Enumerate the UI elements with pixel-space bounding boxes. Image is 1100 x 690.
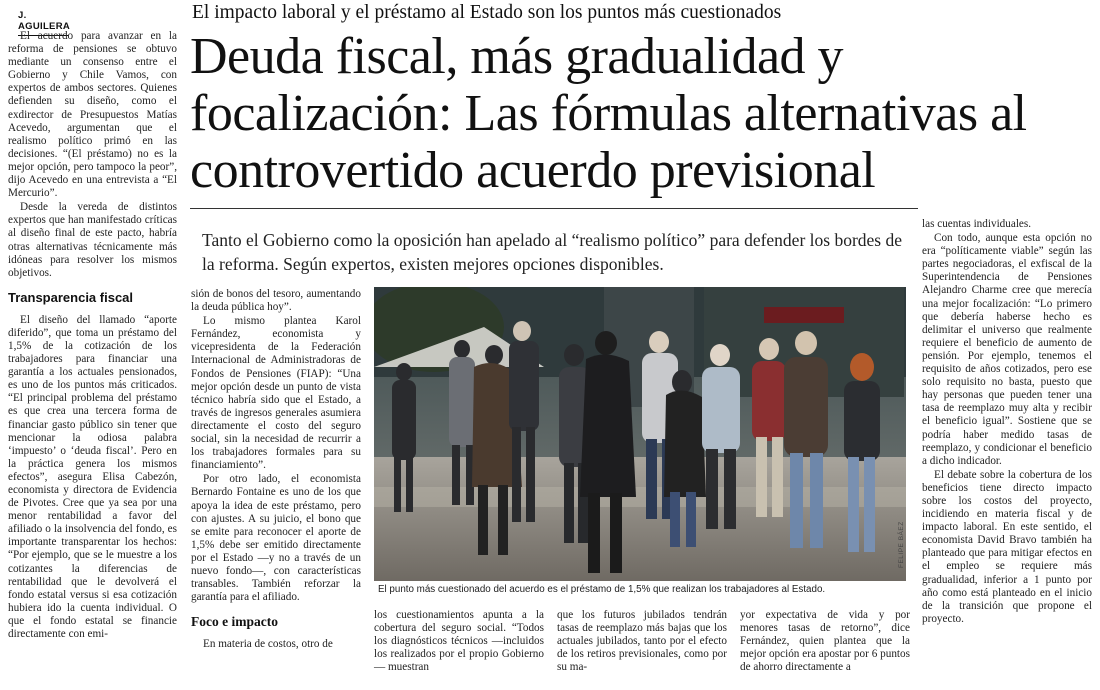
- section-heading-foco: Foco e impacto: [191, 614, 278, 630]
- headline: Deuda fiscal, más gradualidad y focalización: Las fórmulas alternativas al controvertido acuerdo previsional: [190, 28, 1027, 199]
- bottom-column-2: que los futuros jubilados tendrán tasas de reemplazo más bajas que los actuales jubilados, tanto por el efecto de los retiros previsionales, como por su ma-: [557, 609, 727, 674]
- byline: J. AGUILERA: [18, 10, 68, 36]
- subhead: Tanto el Gobierno como la oposición han apelado al “realismo político” para defender los bordes de la reforma. Según expertos, existen mejores opciones disponibles.: [202, 230, 902, 274]
- column-1: [8, 30, 177, 642]
- paragraph: Lo mismo plantea Karol Fernández, economista y vicepresidenta de la Federación Internacional de Administradoras de Fondos de Pensiones (FIAP): “Una mejor opción desde un punto de vista técnico habría sido que el Estado, a través de ingresos generales asumiera directamente el costo del seguro social, sin la necesidad de recurrir a los trabajadores formales para su financiamiento”.: [191, 315, 361, 472]
- paragraph: Por otro lado, el economista Bernardo Fontaine es uno de los que apoya la idea de este préstamo, pero con ajustes. A su juicio, el bono que se emite para reconocer el aporte de 1,5% debe ser emitido directamente por el Estado —y no a través de un nuevo fondo—, con características transables. También reforzar la garantía para el afiliado.: [191, 473, 361, 604]
- paragraph: Desde la vereda de distintos expertos que han manifestado críticas al diseño final de este pacto, habría otras alternativas técnicamente más idóneas para resolver los mismos objetivos.: [8, 201, 177, 279]
- paragraph: sión de bonos del tesoro, aumentando la deuda pública hoy”.: [191, 288, 361, 314]
- paragraph: El acuerdo para avanzar en la reforma de pensiones se obtuvo mediante un consenso entre el Gobierno y Chile Vamos, con expertos de ambos sectores. Quienes defienden su diseño, como el exdirector de Presupuestos Matías Acevedo, argumentan que el realismo político primó en las decisiones. “(El préstamo) no es la mejor opción, pero tampoco la peor”, dijo Acevedo en una entrevista a “El Mercurio”.: [8, 30, 177, 200]
- photo-credit: FELIPE BÁEZ: [898, 521, 905, 568]
- bottom-column-1: los cuestionamientos apunta a la cobertura del seguro social. “Todos los diagnósticos técnicos —incluidos los realizados por el propio Gobierno— muestran: [374, 609, 544, 674]
- paragraph: Con todo, aunque esta opción no era “políticamente viable” según las partes negociadoras, el exfiscal de la Superintendencia de Pensiones Alejandro Charme cree que merecía una mejor focalización: “Lo primero que debería haberse hecho es delimitar el universo que realmente requiere el beneficio de aumento de pensión. Por ejemplo, tenemos el requisito de años cotizados, pero ese solo requisito no basta, puesto que hay personas que pueden tener una tasa de reemplazo muy alta y recibir el beneficio igual”. Sostiene que se podría haber medido tasas de reemplazo, y condicionar el beneficio a dicho indicador.: [922, 232, 1092, 467]
- paragraph: El diseño del llamado “aporte diferido”, que toma un préstamo del 1,5% de la cotización de los trabajadores para financiar una garantía a los actuales pensionados, es uno de los puntos más criticados. “El principal problema del préstamo es que crea una tercera forma de financiar gasto público sin tener que mencionar la odiosa palabra ‘impuesto’ o ‘deuda fiscal’. Pero en la práctica genera los mismos efectos”, asegura Elisa Cabezón, economista y directora de Evidencia de Pivotes. Cree que ya sea por una menor rentabilidad a favor del afiliado o la insolvencia del fondo, es importante transparentar los hechos: “Por ejemplo, que se le muestre a los cotizantes la diferencias de rentabilidad que le devolverá el fondo estatal versus si esa cotización hubiera ido la cuenta individual. O que el fondo estatal se financie directamente con emi-: [8, 313, 177, 641]
- kicker: El impacto laboral y el préstamo al Estado son los puntos más cuestionados: [192, 2, 782, 23]
- paragraph: En materia de costos, otro de: [203, 638, 333, 651]
- paragraph: las cuentas individuales.: [922, 218, 1032, 230]
- column-2: [191, 288, 361, 652]
- street-crowd-photo: [374, 287, 906, 581]
- subhead-rule: [190, 208, 918, 209]
- paragraph: El debate sobre la cobertura de los beneficios tiene directo impacto sobre los costos del proyecto, incidiendo en materia fiscal y de impacto laboral. En este sentido, el economista David Bravo también ha planteado que para mitigar efectos en el empleo se requiere más gradualidad, inferior a 1 punto por año como está planteado en el inicio de la transición que propone el proyecto.: [922, 468, 1092, 625]
- column-right: [922, 218, 1092, 627]
- photo-caption: El punto más cuestionado del acuerdo es el préstamo de 1,5% que realizan los trabajadores al Estado.: [378, 584, 826, 595]
- section-heading-transparencia: Transparencia fiscal: [8, 289, 134, 305]
- bottom-column-3: yor expectativa de vida y por menores tasas de retorno”, dice Fernández, quien plantea que la mejor opción era apostar por 6 puntos de ahorro directamente a: [740, 609, 910, 674]
